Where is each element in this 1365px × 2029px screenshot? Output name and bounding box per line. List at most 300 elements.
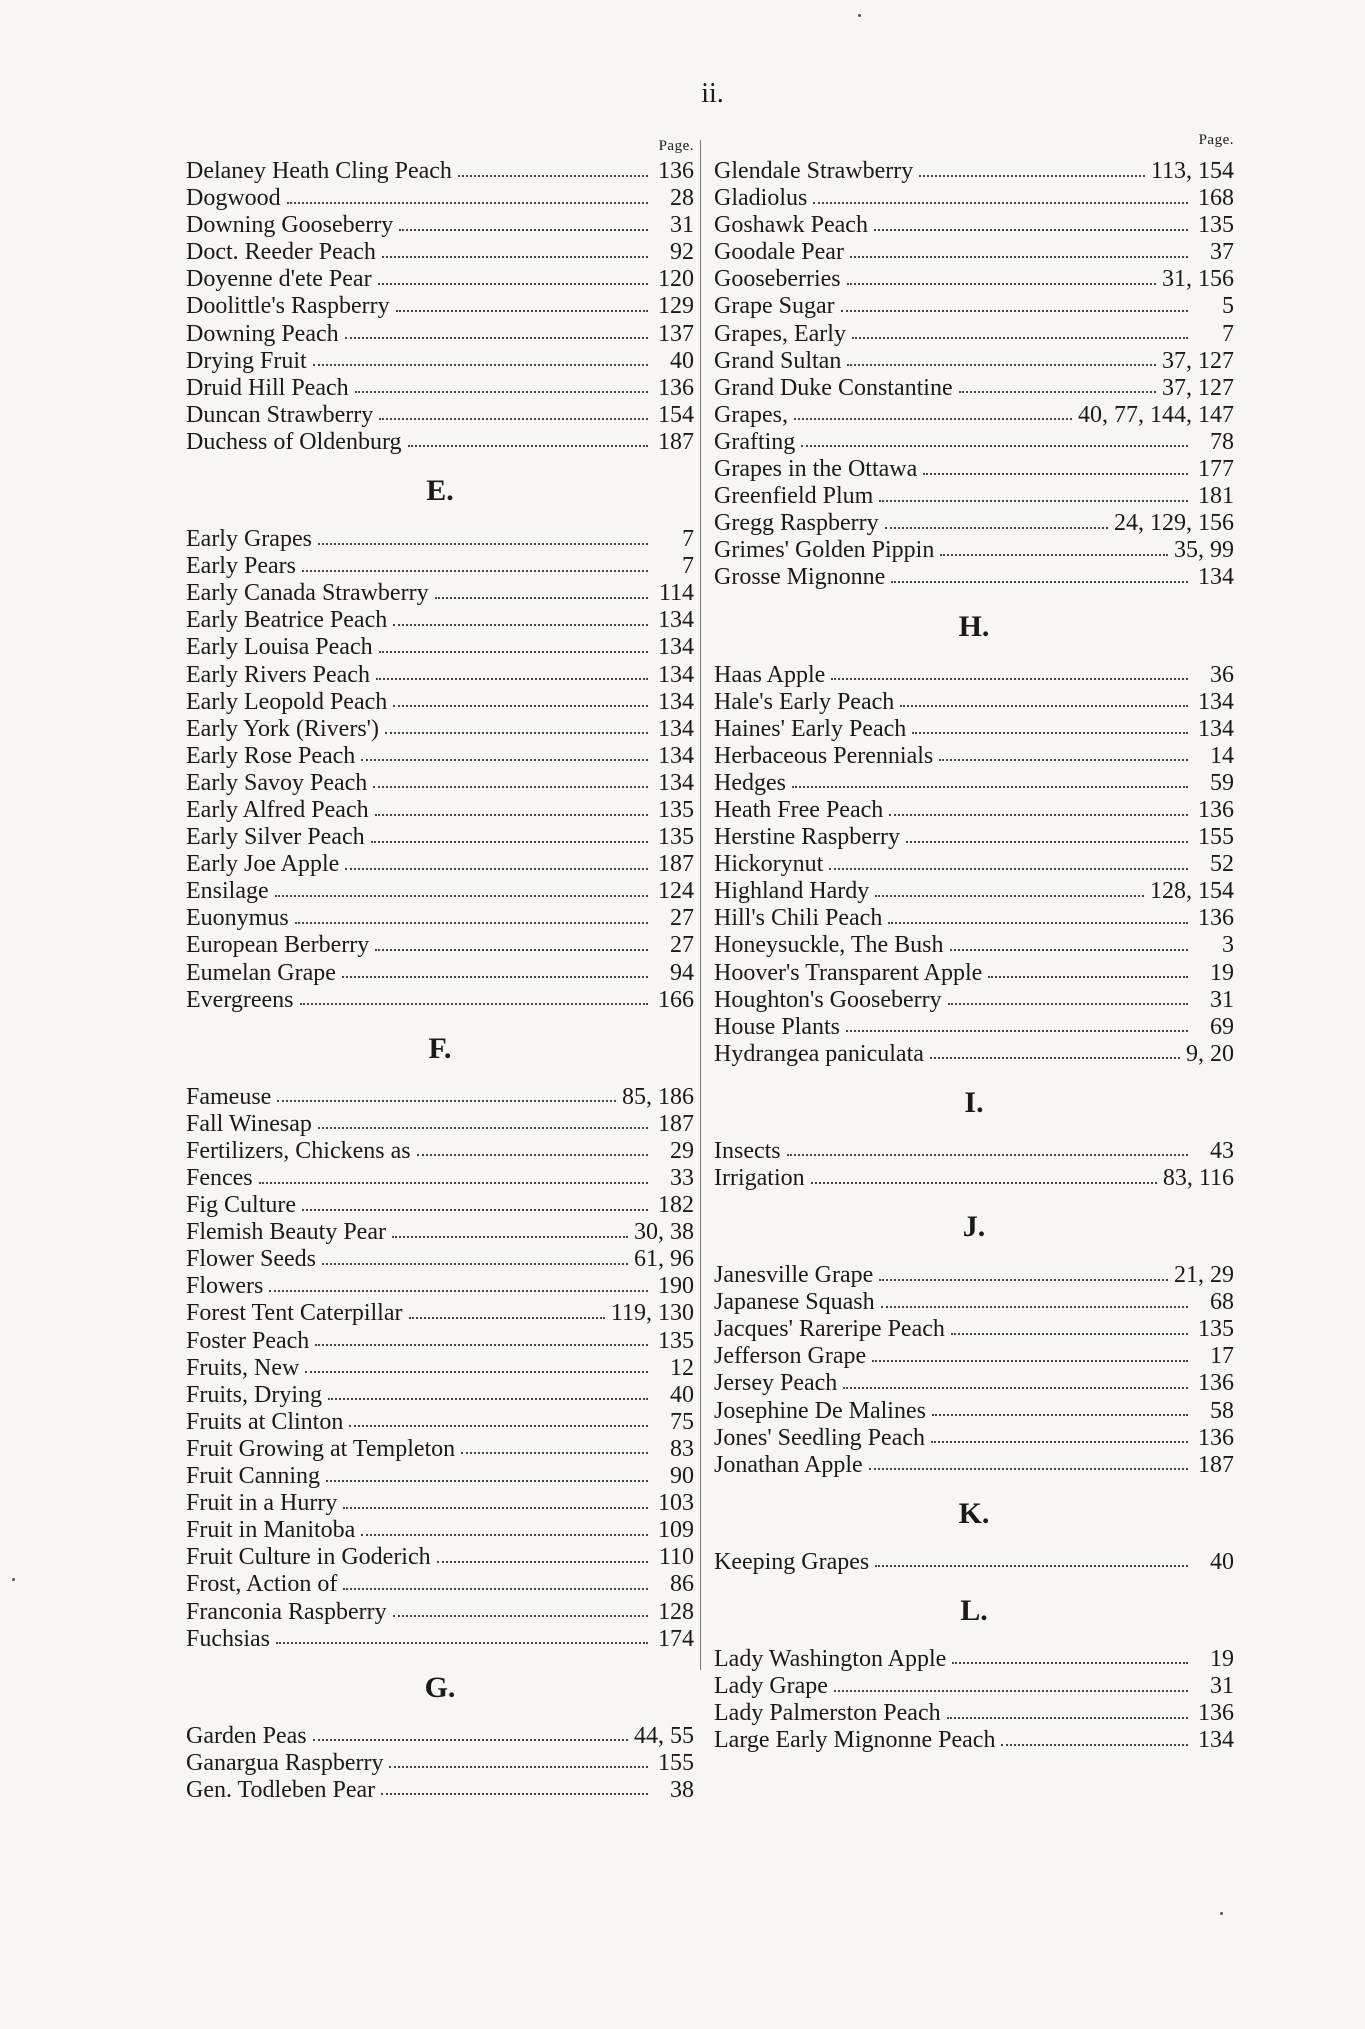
- dot-leader: [831, 678, 1188, 680]
- index-entry: [186, 266, 694, 293]
- index-entry: [186, 1328, 694, 1355]
- entry-name: Fruits, Drying: [186, 1381, 323, 1408]
- entry-page: 37, 127: [1162, 374, 1234, 401]
- section-letter: E.: [426, 474, 454, 508]
- dot-leader: [342, 976, 648, 978]
- entry-page: 37, 127: [1162, 347, 1234, 374]
- entry-name: Highland Hardy: [714, 878, 870, 905]
- entry-name: Grapes in the Ottawa: [714, 456, 918, 483]
- index-entry: [714, 689, 1234, 716]
- index-entry: [186, 1138, 694, 1165]
- entry-name: Goshawk Peach: [714, 212, 868, 239]
- entry-name: Herstine Raspberry: [714, 824, 900, 851]
- section-letter: J.: [962, 1210, 986, 1244]
- index-entry: [714, 1289, 1234, 1316]
- entry-page: 136: [1198, 1424, 1234, 1451]
- dot-leader: [951, 1333, 1188, 1335]
- right-column: [714, 132, 1234, 1754]
- index-entry: [186, 1192, 694, 1219]
- entry-page: 134: [658, 688, 694, 715]
- dot-leader: [345, 868, 648, 870]
- entry-page: 187: [658, 1110, 694, 1137]
- entry-page: 134: [1198, 715, 1234, 742]
- dot-leader: [376, 678, 648, 680]
- entry-page: 31: [670, 212, 694, 239]
- entry-page: 134: [1198, 688, 1234, 715]
- dot-leader: [269, 1290, 648, 1292]
- entry-page: 187: [658, 428, 694, 455]
- entry-page: 154: [658, 401, 694, 428]
- entry-name: Jacques' Rareripe Peach: [714, 1316, 945, 1343]
- index-entry: [186, 851, 694, 878]
- index-entry: [186, 743, 694, 770]
- entry-page: 136: [1198, 905, 1234, 932]
- entry-page: 9, 20: [1186, 1040, 1234, 1067]
- dot-leader: [959, 391, 1156, 393]
- dot-leader: [318, 1127, 648, 1129]
- entry-name: Hedges: [714, 769, 786, 796]
- dot-leader: [302, 1209, 648, 1211]
- index-entry: [714, 1138, 1234, 1165]
- index-entry: [714, 662, 1234, 689]
- index-entry: [186, 375, 694, 402]
- entry-page: 135: [1198, 212, 1234, 239]
- dot-leader: [930, 1057, 1180, 1059]
- index-entry: [186, 932, 694, 959]
- index-entry: [186, 716, 694, 743]
- index-entry: [186, 553, 694, 580]
- entry-name: Goodale Pear: [714, 239, 844, 266]
- entry-page: 28: [670, 185, 694, 212]
- entry-name: Herbaceous Perennials: [714, 742, 934, 769]
- index-entry: [714, 743, 1234, 770]
- entry-page: 7: [1222, 320, 1234, 347]
- entry-name: Haas Apple: [714, 661, 826, 688]
- dot-leader: [458, 175, 648, 177]
- entry-name: Fameuse: [186, 1083, 272, 1110]
- entry-name: Evergreens: [186, 986, 294, 1013]
- dot-leader: [939, 759, 1188, 761]
- entry-page: 58: [1210, 1397, 1234, 1424]
- index-entry: [714, 1646, 1234, 1673]
- dot-leader: [379, 651, 648, 653]
- entry-name: Fruits at Clinton: [186, 1408, 344, 1435]
- entry-page: 187: [658, 851, 694, 878]
- dot-leader: [295, 922, 648, 924]
- entry-name: Jonathan Apple: [714, 1451, 863, 1478]
- entry-name: Jones' Seedling Peach: [714, 1424, 925, 1451]
- entry-page: 14: [1210, 742, 1234, 769]
- entry-name: Doct. Reeder Peach: [186, 239, 376, 266]
- entry-page: 44, 55: [634, 1722, 694, 1749]
- page-column-header: Page.: [658, 138, 694, 154]
- dot-leader: [834, 1690, 1188, 1692]
- dot-leader: [373, 786, 648, 788]
- index-entry: [186, 1273, 694, 1300]
- entry-page: 109: [658, 1517, 694, 1544]
- entry-page: 31, 156: [1162, 266, 1234, 293]
- entry-name: Insects: [714, 1137, 781, 1164]
- entry-page: 43: [1210, 1137, 1234, 1164]
- dot-leader: [322, 1263, 628, 1265]
- entry-page: 177: [1198, 456, 1234, 483]
- entry-page: 52: [1210, 851, 1234, 878]
- entry-page: 135: [658, 824, 694, 851]
- entry-page: 110: [658, 1544, 694, 1571]
- dot-leader: [940, 554, 1168, 556]
- dot-leader: [385, 732, 648, 734]
- dot-leader: [988, 976, 1188, 978]
- index-entry: [186, 185, 694, 212]
- index-entry: [186, 580, 694, 607]
- entry-name: Grapes, Early: [714, 320, 846, 347]
- entry-page: 40: [670, 347, 694, 374]
- entry-page: 36: [1210, 661, 1234, 688]
- entry-page: 128, 154: [1150, 878, 1234, 905]
- entry-page: 113, 154: [1150, 158, 1234, 184]
- entry-page: 187: [1198, 1451, 1234, 1478]
- index-entry: [714, 1370, 1234, 1397]
- entry-page: 134: [1198, 1727, 1234, 1754]
- entry-page: 37: [1210, 239, 1234, 266]
- entry-name: Glendale Strawberry: [714, 158, 914, 184]
- entry-page: 128: [658, 1598, 694, 1625]
- entry-page: 19: [1210, 959, 1234, 986]
- index-entry: [186, 1517, 694, 1544]
- dot-leader: [326, 1480, 648, 1482]
- entry-page: 155: [1198, 824, 1234, 851]
- dot-leader: [888, 922, 1188, 924]
- index-entry: [714, 878, 1234, 905]
- index-entry: [186, 662, 694, 689]
- index-entry: [714, 483, 1234, 510]
- dot-leader: [932, 1414, 1188, 1416]
- dot-leader: [891, 581, 1188, 583]
- entry-name: Early Alfred Peach: [186, 796, 369, 823]
- dot-leader: [379, 418, 648, 420]
- section-letter: F.: [428, 1031, 452, 1065]
- entry-page: 136: [658, 374, 694, 401]
- entry-name: Early Joe Apple: [186, 851, 340, 878]
- index-entry: [714, 1549, 1234, 1576]
- index-entry: [714, 185, 1234, 212]
- index-entry: [186, 1436, 694, 1463]
- dot-leader: [885, 527, 1108, 529]
- entry-name: Druid Hill Peach: [186, 374, 349, 401]
- index-entry: [186, 402, 694, 429]
- index-entry: [714, 321, 1234, 348]
- dot-leader: [381, 1793, 648, 1795]
- dot-leader: [787, 1154, 1188, 1156]
- index-entry: [714, 716, 1234, 743]
- print-speck: [12, 1578, 15, 1581]
- entry-page: 155: [658, 1749, 694, 1776]
- entry-name: Dogwood: [186, 185, 281, 212]
- entry-page: 5: [1222, 293, 1234, 320]
- index-entry: [714, 797, 1234, 824]
- dot-leader: [841, 310, 1188, 312]
- entry-page: 174: [658, 1625, 694, 1652]
- index-entry: [714, 987, 1234, 1014]
- index-entry: [714, 1014, 1234, 1041]
- index-entry: [186, 634, 694, 661]
- entry-page: 129: [658, 293, 694, 320]
- entry-name: Fruit in Manitoba: [186, 1517, 356, 1544]
- entry-name: Early Savoy Peach: [186, 769, 368, 796]
- entry-name: Hill's Chili Peach: [714, 905, 883, 932]
- entry-name: Flower Seeds: [186, 1246, 316, 1273]
- entry-name: Keeping Grapes: [714, 1548, 870, 1575]
- dot-leader: [872, 1360, 1188, 1362]
- entry-page: 24, 129, 156: [1114, 510, 1234, 537]
- index-entry: [714, 824, 1234, 851]
- index-entry: [186, 1463, 694, 1490]
- entry-page: 134: [658, 715, 694, 742]
- entry-name: Grand Duke Constantine: [714, 374, 953, 401]
- dot-leader: [302, 570, 648, 572]
- dot-leader: [847, 283, 1156, 285]
- entry-name: Houghton's Gooseberry: [714, 986, 942, 1013]
- entry-name: Early Pears: [186, 553, 296, 580]
- entry-name: Forest Tent Caterpillar: [186, 1300, 403, 1327]
- dot-leader: [879, 500, 1188, 502]
- index-entry: [714, 375, 1234, 402]
- dot-leader: [950, 949, 1188, 951]
- entry-name: Garden Peas: [186, 1722, 307, 1749]
- index-entry: [186, 1723, 694, 1750]
- entry-name: Frost, Action of: [186, 1571, 338, 1598]
- dot-leader: [343, 1507, 648, 1509]
- entry-page: 31: [1210, 986, 1234, 1013]
- index-entry: [186, 1111, 694, 1138]
- dot-leader: [305, 1371, 648, 1373]
- dot-leader: [912, 732, 1188, 734]
- dot-leader: [829, 868, 1188, 870]
- index-entry: [714, 1398, 1234, 1425]
- index-entry: [186, 1750, 694, 1777]
- index-entry: [186, 526, 694, 553]
- entry-name: Euonymus: [186, 905, 289, 932]
- entry-page: 59: [1210, 769, 1234, 796]
- index-entry: [714, 429, 1234, 456]
- index-entry: [186, 293, 694, 320]
- entry-name: Early Louisa Peach: [186, 634, 373, 661]
- dot-leader: [437, 1561, 648, 1563]
- entry-page: 21, 29: [1174, 1262, 1234, 1289]
- dot-leader: [875, 895, 1144, 897]
- dot-leader: [852, 337, 1188, 339]
- entry-name: Delaney Heath Cling Peach: [186, 158, 452, 184]
- entry-name: Greenfield Plum: [714, 483, 874, 510]
- dot-leader: [408, 445, 648, 447]
- entry-name: Early Beatrice Peach: [186, 607, 388, 634]
- entry-name: Duncan Strawberry: [186, 401, 374, 428]
- dot-leader: [881, 1306, 1188, 1308]
- entry-name: Haines' Early Peach: [714, 715, 907, 742]
- index-entry: [714, 1343, 1234, 1370]
- index-entry: [186, 1219, 694, 1246]
- entry-page: 69: [1210, 1013, 1234, 1040]
- dot-leader: [923, 473, 1188, 475]
- index-entry: [714, 456, 1234, 483]
- dot-leader: [389, 1766, 648, 1768]
- index-entry: [714, 1316, 1234, 1343]
- dot-leader: [378, 283, 648, 285]
- index-entry: [714, 960, 1234, 987]
- entry-name: Grafting: [714, 428, 796, 455]
- entry-page: 136: [1198, 1700, 1234, 1727]
- entry-name: Grapes,: [714, 401, 788, 428]
- dot-leader: [919, 175, 1145, 177]
- dot-leader: [889, 814, 1188, 816]
- entry-page: 75: [670, 1408, 694, 1435]
- entry-name: Grimes' Golden Pippin: [714, 537, 935, 564]
- index-entry: [714, 1165, 1234, 1192]
- entry-name: Early Rose Peach: [186, 742, 356, 769]
- entry-name: Fruits, New: [186, 1354, 300, 1381]
- dot-leader: [948, 1003, 1188, 1005]
- index-entry: [186, 1777, 694, 1804]
- entry-page: 137: [658, 320, 694, 347]
- index-entry: [186, 1544, 694, 1571]
- entry-name: Flemish Beauty Pear: [186, 1219, 386, 1246]
- dot-leader: [375, 814, 648, 816]
- dot-leader: [328, 1398, 648, 1400]
- entry-name: Fall Winesap: [186, 1110, 312, 1137]
- dot-leader: [313, 1739, 628, 1741]
- entry-name: Hickorynut: [714, 851, 824, 878]
- dot-leader: [900, 705, 1188, 707]
- entry-name: Fruit Canning: [186, 1463, 321, 1490]
- dot-leader: [813, 202, 1188, 204]
- left-column: [186, 136, 694, 1804]
- entry-name: Fertilizers, Chickens as: [186, 1137, 411, 1164]
- page-number: ii.: [701, 78, 724, 109]
- index-entry: [714, 1673, 1234, 1700]
- entry-page: 135: [658, 796, 694, 823]
- dot-leader: [349, 1425, 648, 1427]
- index-entry: [714, 564, 1234, 591]
- index-entry: [186, 905, 694, 932]
- entry-name: Ensilage: [186, 878, 269, 905]
- dot-leader: [875, 1565, 1188, 1567]
- entry-page: 27: [670, 905, 694, 932]
- entry-page: 166: [658, 986, 694, 1013]
- dot-leader: [393, 624, 648, 626]
- dot-leader: [371, 841, 648, 843]
- dot-leader: [947, 1717, 1188, 1719]
- entry-name: Doolittle's Raspberry: [186, 293, 390, 320]
- entry-page: 134: [658, 634, 694, 661]
- entry-page: 31: [1210, 1673, 1234, 1700]
- dot-leader: [393, 705, 648, 707]
- entry-page: 27: [670, 932, 694, 959]
- entry-page: 7: [682, 526, 694, 553]
- entry-page: 68: [1210, 1289, 1234, 1316]
- index-entry: [186, 878, 694, 905]
- entry-name: Hale's Early Peach: [714, 688, 895, 715]
- index-entry: [714, 1041, 1234, 1068]
- entry-page: 17: [1210, 1343, 1234, 1370]
- dot-leader: [417, 1154, 648, 1156]
- entry-page: 40: [670, 1381, 694, 1408]
- entry-name: Grand Sultan: [714, 347, 842, 374]
- index-entry: [186, 1490, 694, 1517]
- index-entry: [186, 1300, 694, 1327]
- entry-page: 124: [658, 878, 694, 905]
- dot-leader: [275, 895, 648, 897]
- index-entry: [186, 1382, 694, 1409]
- entry-name: Early Leopold Peach: [186, 688, 388, 715]
- dot-leader: [276, 1642, 648, 1644]
- dot-leader: [847, 364, 1156, 366]
- entry-name: Early Canada Strawberry: [186, 580, 429, 607]
- dot-leader: [277, 1100, 616, 1102]
- dot-leader: [343, 1588, 648, 1590]
- entry-name: Jefferson Grape: [714, 1343, 867, 1370]
- entry-name: Foster Peach: [186, 1327, 310, 1354]
- entry-page: 136: [658, 158, 694, 184]
- dot-leader: [879, 1279, 1168, 1281]
- entry-name: European Berberry: [186, 932, 370, 959]
- dot-leader: [952, 1662, 1188, 1664]
- entry-page: 135: [1198, 1316, 1234, 1343]
- index-entry: [186, 1246, 694, 1273]
- index-entry: [714, 1262, 1234, 1289]
- dot-leader: [409, 1317, 605, 1319]
- entry-page: 134: [658, 607, 694, 634]
- dot-leader: [801, 445, 1188, 447]
- dot-leader: [399, 229, 648, 231]
- dot-leader: [435, 597, 648, 599]
- entry-page: 181: [1198, 483, 1234, 510]
- index-entry: [186, 212, 694, 239]
- entry-page: 35, 99: [1174, 537, 1234, 564]
- index-entry: [186, 960, 694, 987]
- entry-name: Fruit Culture in Goderich: [186, 1544, 431, 1571]
- dot-leader: [361, 759, 648, 761]
- entry-name: Honeysuckle, The Bush: [714, 932, 944, 959]
- entry-page: 114: [658, 580, 694, 607]
- entry-name: Jersey Peach: [714, 1370, 838, 1397]
- entry-page: 134: [658, 742, 694, 769]
- index-entry: [714, 1727, 1234, 1754]
- section-letter: K.: [958, 1496, 990, 1530]
- dot-leader: [461, 1452, 648, 1454]
- entry-page: 83, 116: [1162, 1165, 1234, 1191]
- entry-name: Gooseberries: [714, 266, 841, 293]
- section-letter: I.: [964, 1085, 984, 1119]
- entry-page: 119, 130: [610, 1300, 694, 1327]
- dot-leader: [906, 841, 1188, 843]
- entry-page: 83: [670, 1435, 694, 1462]
- entry-page: 190: [658, 1273, 694, 1300]
- dot-leader: [318, 543, 648, 545]
- entry-name: Gladiolus: [714, 185, 808, 212]
- index-entry: [714, 402, 1234, 429]
- entry-name: Eumelan Grape: [186, 959, 336, 986]
- entry-name: Early York (Rivers'): [186, 715, 379, 742]
- entry-page: 134: [658, 661, 694, 688]
- index-entry: [714, 1700, 1234, 1727]
- entry-page: 40, 77, 144, 147: [1078, 401, 1234, 428]
- entry-name: Gregg Raspberry: [714, 510, 879, 537]
- index-entry: [186, 321, 694, 348]
- entry-name: Fences: [186, 1165, 253, 1191]
- entry-name: Large Early Mignonne Peach: [714, 1727, 996, 1754]
- entry-page: 12: [670, 1354, 694, 1381]
- index-entry: [186, 239, 694, 266]
